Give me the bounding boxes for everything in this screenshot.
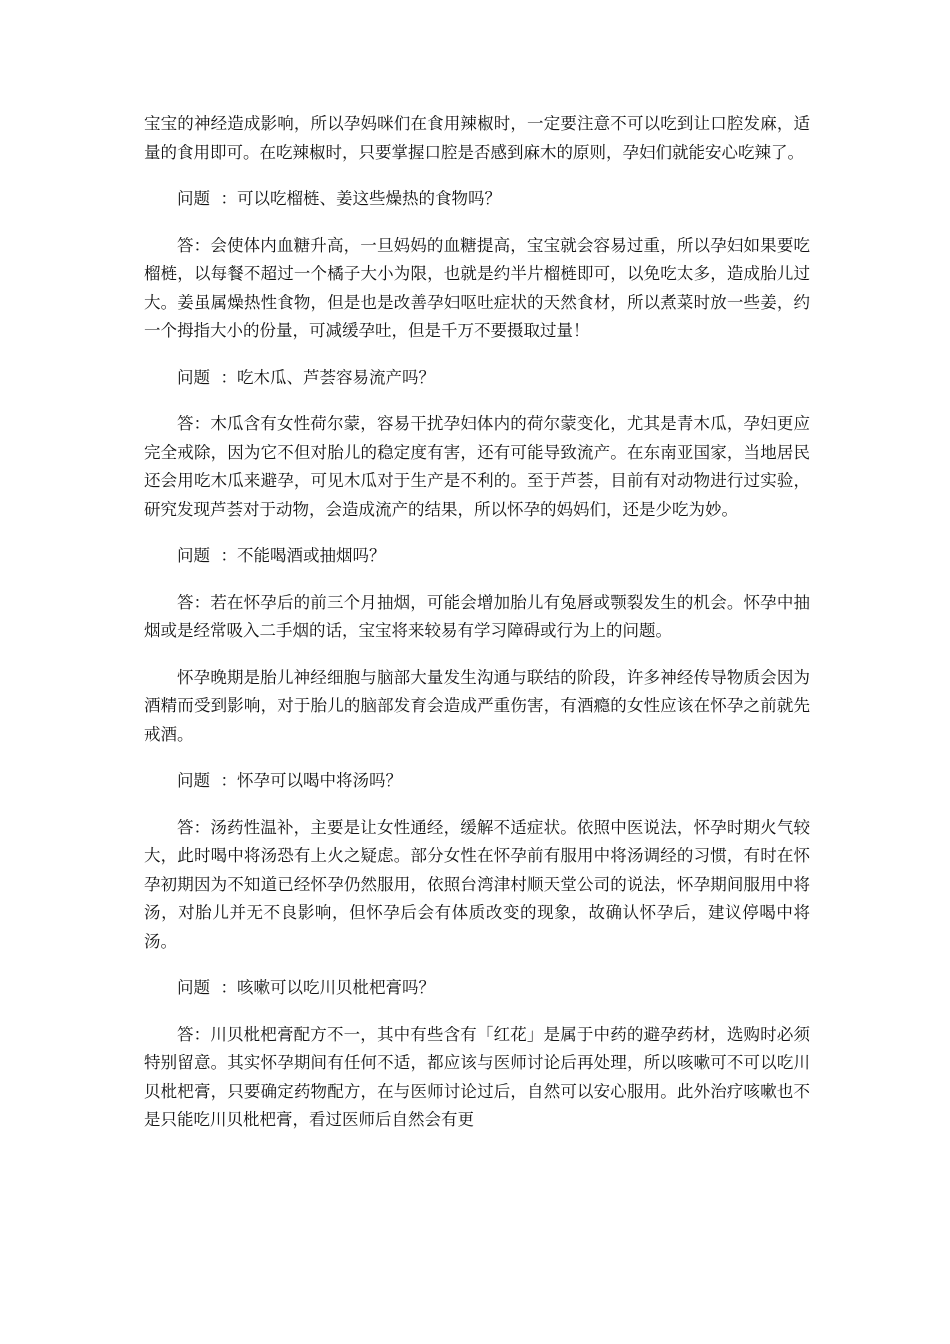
answer-alcohol: 怀孕晚期是胎儿神经细胞与脑部大量发生沟通与联结的阶段，许多神经传导物质会因为酒精而受到影响，对于胎儿的脑部发育会造成严重伤害，有酒瘾的女性应该在怀孕之前就先戒酒。 [144, 667, 810, 744]
answer-cough-syrup: 答：川贝枇杷膏配方不一，其中有些含有「红花」是属于中药的避孕药材，选购时必须特别留意。其实怀孕期间有任何不适，都应该与医师讨论后再处理，所以咳嗽可不可以吃川贝枇杷膏，只要确定药物配方，在与医师讨论过后，自然可以安心服用。此外治疗咳嗽也不是只能吃川贝枇杷膏，看过医师后自然会有更 [144, 1024, 810, 1129]
question-cough-syrup: 问题 ：咳嗽可以吃川贝枇杷膏吗？ [177, 978, 435, 997]
question-zhongjiang-soup: 问题 ：怀孕可以喝中将汤吗？ [177, 771, 402, 790]
answer-papaya-aloe: 答：木瓜含有女性荷尔蒙，容易干扰孕妇体内的荷尔蒙变化，尤其是青木瓜，孕妇更应完全戒除，因为它不但对胎儿的稳定度有害，还有可能导致流产。在东南亚国家，当地居民还会用吃木瓜来避孕，可见木瓜对于生产是不利的。至于芦荟，目前有对动物进行过实验，研究发现芦荟对于动物，会造成流产的结果，所以怀孕的妈妈们，还是少吃为妙。 [144, 414, 810, 519]
answer-zhongjiang-soup: 答：汤药性温补，主要是让女性通经，缓解不适症状。依照中医说法，怀孕时期火气较大，此时喝中将汤恐有上火之疑虑。部分女性在怀孕前有服用中将汤调经的习惯，有时在怀孕初期因为不知道已经怀孕仍然服用，依照台湾津村顺天堂公司的说法，怀孕期间服用中将汤，对胎儿并无不良影响，但怀孕后会有体质改变的现象，故确认怀孕后，建议停喝中将汤。 [144, 817, 810, 951]
document-page [144, 110, 810, 1153]
question-papaya-aloe: 问题 ：吃木瓜、芦荟容易流产吗？ [177, 367, 435, 387]
question-alcohol-smoking: 问题 ：不能喝酒或抽烟吗？ [177, 546, 386, 565]
answer-durian-ginger: 答：会使体内血糖升高，一旦妈妈的血糖提高，宝宝就会容易过重，所以孕妇如果要吃榴梿，以每餐不超过一个橘子大小为限，也就是约半片榴梿即可，以免吃太多，造成胎儿过大。姜虽属燥热性食物，但是也是改善孕妇呕吐症状的天然食材，所以煮菜时放一些姜，约一个拇指大小的份量，可减缓孕吐，但是千万不要摄取过量！ [144, 235, 810, 340]
paragraph-intro-continuation: 宝宝的神经造成影响，所以孕妈咪们在食用辣椒时，一定要注意不可以吃到让口腔发麻，适量的食用即可。在吃辣椒时，只要掌握口腔是否感到麻木的原则，孕妇们就能安心吃辣了。 [144, 114, 810, 162]
question-durian-ginger: 问题 ：可以吃榴梿、姜这些燥热的食物吗？ [177, 189, 501, 208]
answer-smoking: 答：若在怀孕后的前三个月抽烟，可能会增加胎儿有兔唇或颚裂发生的机会。怀孕中抽烟或是经常吸入二手烟的话，宝宝将来较易有学习障碍或行为上的问题。 [144, 592, 810, 640]
